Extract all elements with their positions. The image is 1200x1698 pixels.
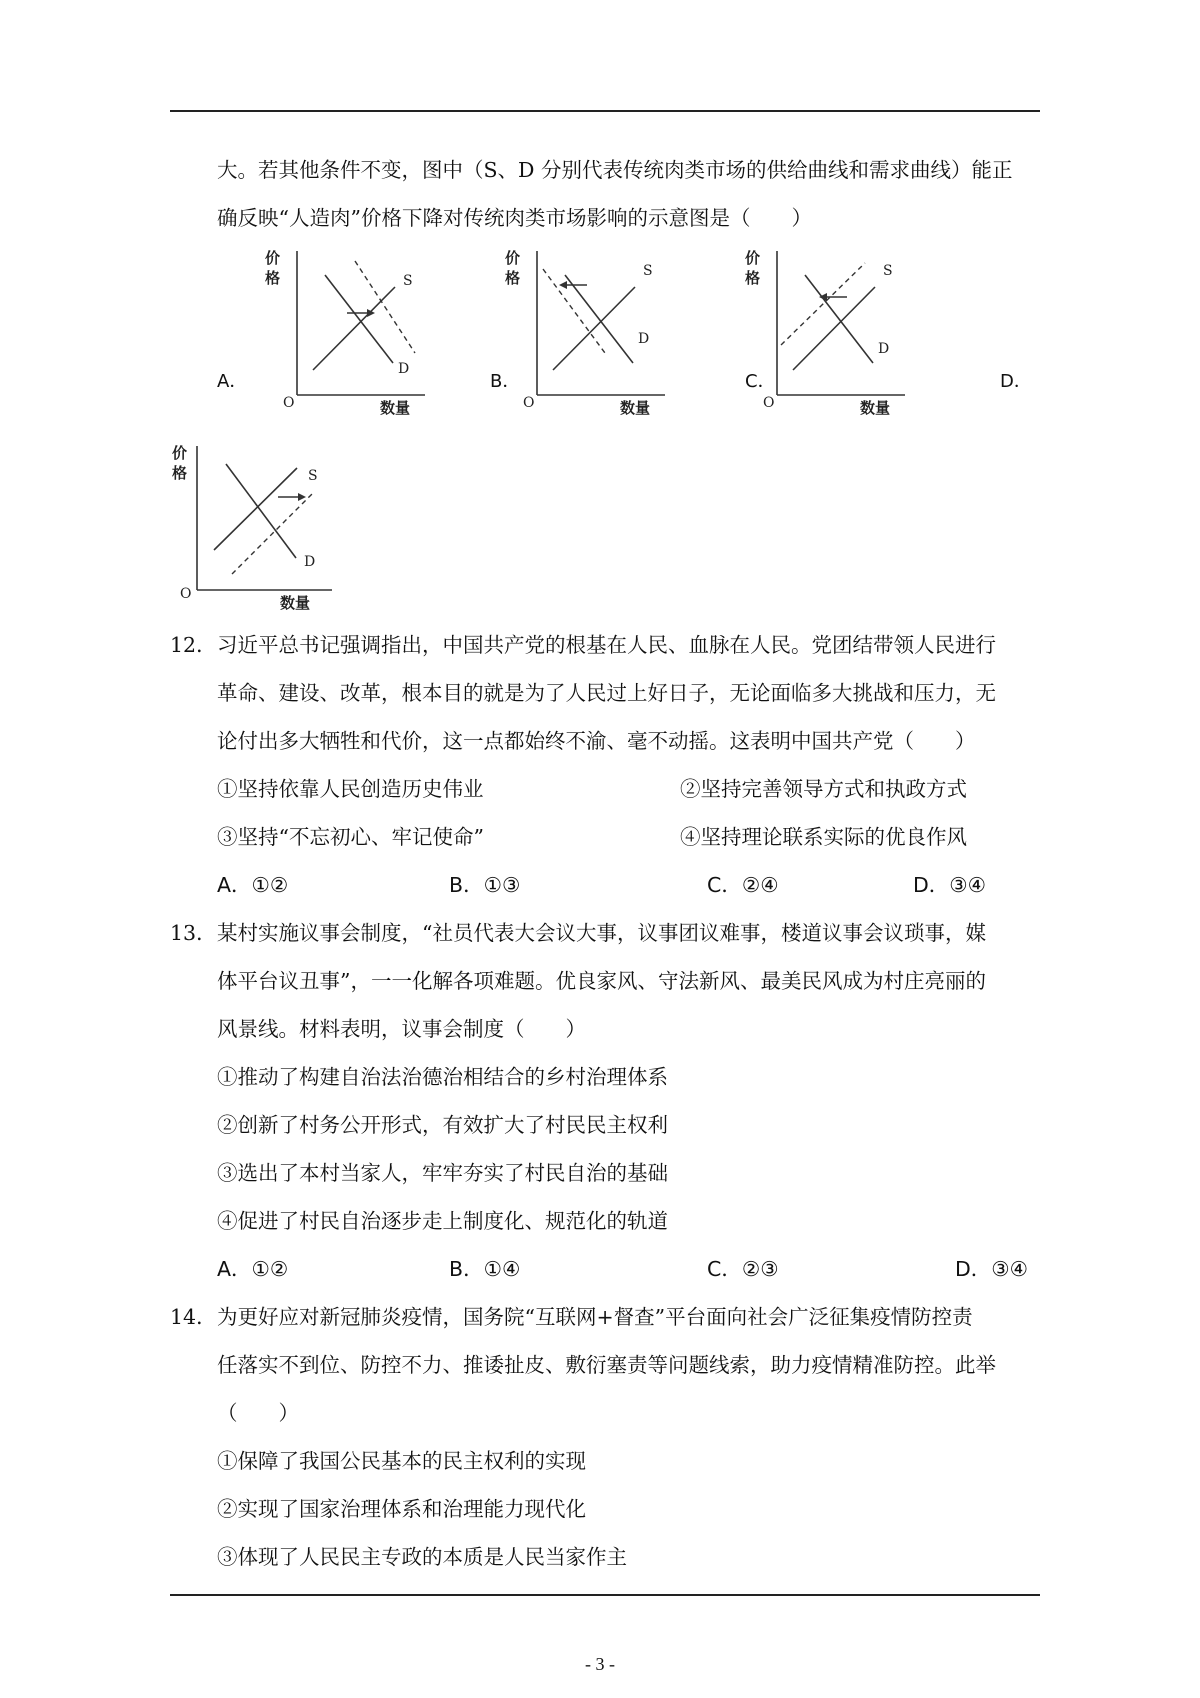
q12-option-a-letter: A． [217, 873, 252, 897]
graph-b-origin: O [523, 395, 535, 411]
graph-d-demand-label: D [304, 554, 316, 570]
q13-stem-line-1: 某村实施议事会制度，“社员代表大会议大事，议事团议难事，楼道议事会议琐事，媒 [217, 921, 986, 945]
graph-c-supply-curve [793, 287, 875, 370]
q12-option-d[interactable] [913, 870, 986, 900]
q12-option-c-letter: C． [707, 873, 742, 897]
graph-a-demand-curve [325, 275, 393, 363]
q14-stem-line-1: 为更好应对新冠肺炎疫情，国务院“互联网+督查”平台面向社会广泛征集疫情防控责 [217, 1305, 973, 1329]
q13-option-b[interactable] [449, 1254, 520, 1284]
q13-option-b-text: ①④ [483, 1257, 521, 1281]
graph-a-option[interactable]: A． [217, 371, 248, 392]
q14-statement-2: ②实现了国家治理体系和治理能力现代化 [217, 1497, 586, 1521]
q12-stem-line-2: 革命、建设、改革，根本目的就是为了人民过上好日子，无论面临多大挑战和压力，无 [217, 681, 996, 705]
footer-rule [170, 1594, 1040, 1596]
graph-c-origin: O [763, 395, 775, 411]
q12-option-b[interactable] [449, 870, 520, 900]
header-rule [170, 110, 1040, 112]
graph-c-supply-label: S [883, 263, 893, 279]
graph-d-arrow-head [298, 493, 306, 501]
q12-statement-4: ④坚持理论联系实际的优良作风 [680, 825, 967, 849]
graph-a-y-label-1: 价 [265, 249, 281, 267]
q12-statement-1: ①坚持依靠人民创造历史伟业 [217, 777, 484, 801]
q12-option-c-text: ②④ [741, 873, 779, 897]
graph-a-supply-curve [313, 287, 395, 370]
graph-b-demand-label: D [638, 331, 650, 347]
graph-c-y-label-1: 价 [745, 249, 761, 267]
q13-stem-line-3: 风景线。材料表明，议事会制度（ ） [217, 1017, 586, 1041]
q12-option-a-text: ①② [251, 873, 289, 897]
q12-stem-line-3: 论付出多大牺牲和代价，这一点都始终不渝、毫不动摇。这表明中国共产党（ ） [217, 729, 976, 753]
q11-intro-line-2: 确反映“人造肉”价格下降对传统肉类市场影响的示意图是（ ） [217, 206, 812, 230]
graph-a-demand-label: D [398, 361, 410, 377]
graph-c-x-label: 数量 [860, 399, 891, 415]
graph-b-y-label-1: 价 [505, 249, 521, 267]
graph-b-option[interactable]: B． [490, 371, 521, 392]
q12-option-b-text: ①③ [483, 873, 521, 897]
graph-b-arrow-head [559, 281, 567, 289]
q13-statement-4: ④促进了村民自治逐步走上制度化、规范化的轨道 [217, 1209, 668, 1233]
graph-d-supply-curve [214, 468, 297, 550]
graph-c-shifted-supply [781, 263, 865, 345]
q14-statement-3: ③体现了人民民主专政的本质是人民当家作主 [217, 1545, 627, 1569]
q13-option-a-text: ①② [251, 1257, 289, 1281]
graph-b-demand-curve [565, 275, 633, 363]
graph-d-supply-label: S [308, 468, 318, 484]
graph-c-option[interactable]: C． [745, 371, 776, 392]
q13-option-c-text: ②③ [741, 1257, 779, 1281]
graph-d-shifted-supply [232, 494, 312, 574]
graph-d [172, 440, 347, 610]
graph-d-y-label-2: 格 [172, 464, 188, 482]
graph-a [265, 245, 440, 415]
graph-d-x-label: 数量 [280, 594, 311, 610]
q13-statement-3: ③选出了本村当家人，牢牢夯实了村民自治的基础 [217, 1161, 668, 1185]
q14-statement-1: ①保障了我国公民基本的民主权利的实现 [217, 1449, 586, 1473]
graph-a-supply-label: S [403, 273, 413, 289]
q14-stem-line-2: 任落实不到位、防控不力、推诿扯皮、敷衍塞责等问题线索，助力疫情精准防控。此举 [217, 1353, 996, 1377]
q12-option-a[interactable] [217, 870, 288, 900]
q13-number: 13． [170, 921, 217, 945]
graph-b-y-label-2: 格 [505, 269, 521, 287]
q14-number: 14． [170, 1305, 217, 1329]
graph-b-shifted-demand [543, 269, 605, 353]
q13-option-d[interactable] [955, 1254, 1028, 1284]
graph-d-demand-curve [226, 464, 296, 558]
q13-statement-1: ①推动了构建自治法治德治相结合的乡村治理体系 [217, 1065, 668, 1089]
q12-option-c[interactable] [707, 870, 779, 900]
q12-statement-3: ③坚持“不忘初心、牢记使命” [217, 825, 484, 849]
q13-option-d-letter: D． [955, 1257, 992, 1281]
q12-option-b-letter: B． [449, 873, 484, 897]
q12-number: 12． [170, 633, 217, 657]
q13-option-c[interactable] [707, 1254, 779, 1284]
q13-stem-line-2: 体平台议丑事”，一一化解各项难题。优良家风、守法新风、最美民风成为村庄亮丽的 [217, 969, 986, 993]
q13-option-a[interactable] [217, 1254, 288, 1284]
graph-a-origin: O [283, 395, 295, 411]
q11-intro-line-1: 大。若其他条件不变，图中（S、D 分别代表传统肉类市场的供给曲线和需求曲线）能正 [217, 158, 1013, 182]
q13-option-c-letter: C． [707, 1257, 742, 1281]
graph-d-origin: O [180, 586, 192, 602]
graph-b-x-label: 数量 [620, 399, 651, 415]
q13-statement-2: ②创新了村务公开形式，有效扩大了村民民主权利 [217, 1113, 668, 1137]
q14-stem-line-3: （ ） [217, 1401, 299, 1425]
graph-d-option[interactable]: D． [1000, 371, 1032, 392]
graph-a-y-label-2: 格 [265, 269, 281, 287]
q13-option-b-letter: B． [449, 1257, 484, 1281]
q12-statement-2: ②坚持完善领导方式和执政方式 [680, 777, 967, 801]
graph-a-x-label: 数量 [380, 399, 411, 415]
graph-c-demand-label: D [878, 341, 890, 357]
graph-d-y-label-1: 价 [172, 444, 188, 462]
q12-option-d-text: ③④ [949, 873, 987, 897]
graph-b-supply-label: S [643, 263, 653, 279]
page-number: - 3 - [585, 1654, 615, 1674]
q13-option-a-letter: A． [217, 1257, 252, 1281]
graph-c-y-label-2: 格 [745, 269, 761, 287]
q13-option-d-text: ③④ [991, 1257, 1029, 1281]
q12-option-d-letter: D． [913, 873, 950, 897]
q12-stem-line-1: 习近平总书记强调指出，中国共产党的根基在人民、血脉在人民。党团结带领人民进行 [217, 633, 996, 657]
graph-b [505, 245, 680, 415]
